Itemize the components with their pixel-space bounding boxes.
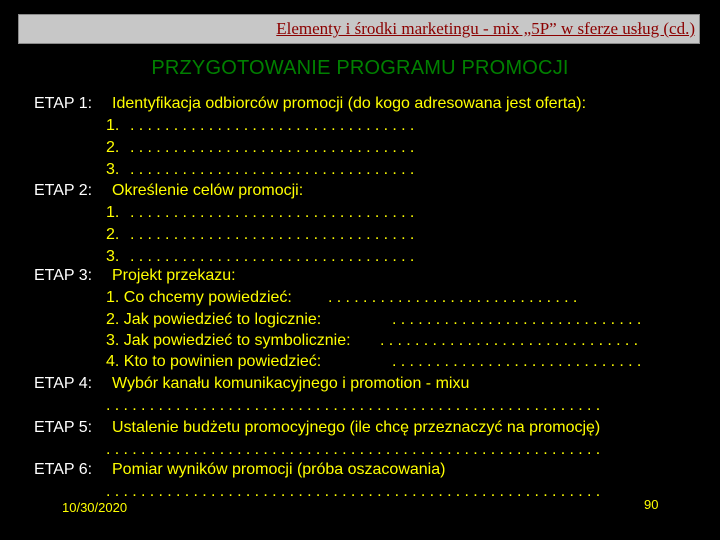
footer-page-number: 90 [644,497,659,512]
footer-date: 10/30/2020 [62,500,128,515]
stage-2-item-1-dots: ................................. [130,204,419,221]
stage-6-text: Pomiar wyników promocji (próba oszacowania) [112,461,446,478]
stage-2-item-3-dots: ................................. [130,248,419,265]
stage-1-item-3: 3. [106,161,120,178]
stage-2-label: ETAP 2: [34,182,93,199]
stage-1-item-3-dots: ................................. [130,161,419,178]
stage-5-text: Ustalenie budżetu promocyjnego (ile chcę przeznaczyć na promocję) [112,419,601,436]
section-heading: PRZYGOTOWANIE PROGRAMU PROMOCJI [151,57,569,79]
stage-3-label: ETAP 3: [34,267,93,284]
stage-1-item-2-dots: ................................. [130,139,419,156]
stage-5-label: ETAP 5: [34,419,93,436]
stage-6-label: ETAP 6: [34,461,93,478]
stage-3-item-2-dots: ............................. [392,311,646,328]
stage-1-item-2: 2. [106,139,120,156]
stage-1-item-1: 1. [106,117,120,134]
stage-1-label: ETAP 1: [34,95,93,112]
stage-3-item-1: 1. Co chcemy powiedzieć: [106,289,292,306]
stage-3-text: Projekt przekazu: [112,267,236,284]
stage-2-item-2-dots: ................................. [130,226,419,243]
stage-2-item-1: 1. [106,204,120,221]
stage-6-answer-dots: ......................................................... [106,483,605,500]
stage-3-item-3: 3. Jak powiedzieć to symbolicznie: [106,332,351,349]
slide-title: Elementy i środki marketingu - mix „5P” w sferze usług (cd.) [276,19,695,38]
stage-1-item-1-dots: ................................. [130,117,419,134]
stage-4-label: ETAP 4: [34,375,93,392]
stage-3-item-1-dots: ............................. [328,289,582,306]
stage-2-item-2: 2. [106,226,120,243]
stage-5-answer-dots: ......................................................... [106,441,605,458]
stage-1-text: Identyfikacja odbiorców promocji (do kogo adresowana jest oferta): [112,95,587,112]
stage-2-item-3: 3. [106,248,120,265]
stage-4-text: Wybór kanału komunikacyjnego i promotion - mixu [112,375,470,392]
stage-4-answer-dots: ......................................................... [106,397,605,414]
stage-3-item-4-dots: ............................. [392,353,646,370]
stage-2-text: Określenie celów promocji: [112,182,304,199]
stage-3-item-3-dots: .............................. [380,332,643,349]
stage-3-item-2: 2. Jak powiedzieć to logicznie: [106,311,322,328]
stage-3-item-4: 4. Kto to powinien powiedzieć: [106,353,322,370]
